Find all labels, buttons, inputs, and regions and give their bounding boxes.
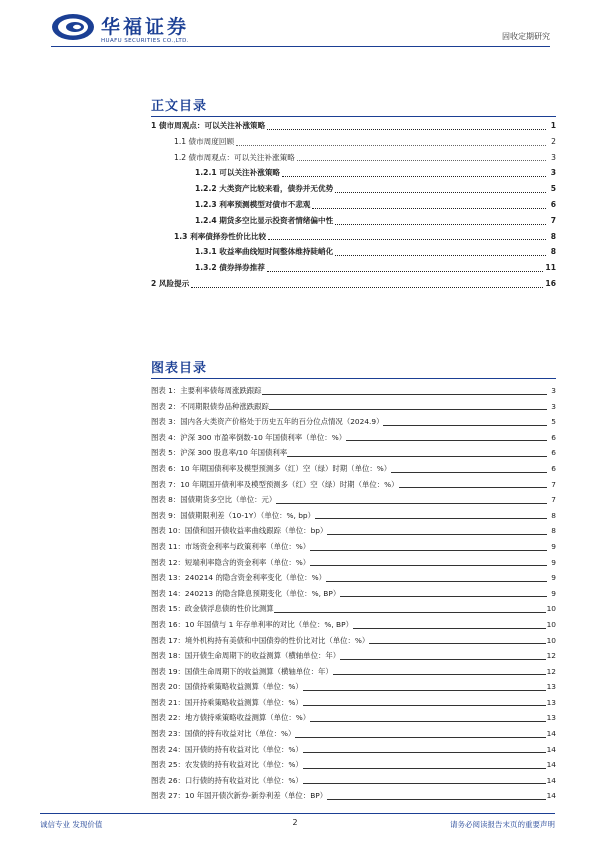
toc-entry-text: 1 债市周观点：可以关注补涨策略 [151,121,266,130]
figure-entry-page: 13 [546,713,556,723]
page-number: 2 [292,818,298,827]
toc-entry-text: 1.2.2 大类资产比较来看，债券并无优势 [195,184,334,194]
figure-leader-line [383,425,547,426]
figure-entry[interactable] [151,399,556,415]
figure-leader-line [327,799,545,800]
figure-entry[interactable] [151,757,556,773]
figure-entry[interactable] [151,508,556,524]
figure-entry-text: 图表 18：国开债生命周期下的收益测算（横轴单位：年） [151,651,341,661]
figure-leader-line [310,550,547,551]
figure-entry-page: 13 [546,697,556,707]
figure-entry[interactable] [151,570,556,586]
toc-entry[interactable] [151,165,556,181]
figure-entry[interactable] [151,555,556,571]
figure-entry-text: 图表 21：国开持乘策略收益测算（单位：%） [151,697,303,707]
toc-leader-dots [236,145,546,146]
figure-entry-page: 14 [546,729,556,739]
figure-leader-line [262,394,547,395]
figure-leader-line [340,596,547,597]
figure-list-title-divider [151,378,556,379]
figure-leader-line [326,581,547,582]
figure-leader-line [295,737,545,738]
figure-entry-text: 图表 6：10 年期国债利率及模型预测多（红）空（绿）时期（单位：%） [151,463,392,473]
figure-entry-page: 7 [551,495,556,505]
figure-entry-page: 10 [546,619,556,629]
toc-list [151,118,556,292]
figure-entry[interactable] [151,430,556,446]
figure-entry-page: 12 [546,651,556,661]
figure-entry[interactable] [151,679,556,695]
figure-entry-page: 14 [546,791,556,801]
figure-leader-line [327,534,547,535]
toc-leader-dots [312,208,546,209]
figure-leader-line [287,456,547,457]
toc-entry-page: 16 [545,278,556,288]
figure-entry-page: 14 [546,775,556,785]
toc-leader-dots [335,255,546,256]
figure-entry[interactable] [151,492,556,508]
figure-entry-page: 6 [551,432,556,442]
toc-entry[interactable] [151,118,556,134]
figure-entry-text: 图表 4：沪深 300 市盈率倒数-10 年国债利率（单位：%） [151,432,347,442]
toc-entry-text: 1.2.3 利率预测模型对债市不悲观 [195,199,311,209]
toc-entry-page: 8 [550,231,556,241]
figure-entry[interactable] [151,742,556,758]
figure-list [151,383,556,804]
figure-entry-text: 图表 2：不同期限债券品种涨跌跟踪 [151,401,269,411]
figure-entry-page: 6 [551,463,556,473]
figure-leader-line [303,752,546,753]
logo-company-name: 华福证券 [101,16,190,38]
toc-entry-page: 3 [550,168,556,178]
toc-entry[interactable] [151,197,556,213]
figure-entry-text: 图表 13：240214 的隐含资金利率变化（单位：%） [151,573,326,583]
figure-entry[interactable] [151,633,556,649]
toc-entry-text: 1.2.1 可以关注补涨策略 [195,168,281,178]
figure-leader-line [353,628,546,629]
figure-entry-text: 图表 19：国债生命周期下的收益测算（横轴单位：年） [151,666,333,676]
figure-entry-page: 12 [546,666,556,676]
toc-leader-dots [282,176,546,177]
figure-entry-page: 5 [551,417,556,427]
figure-entry[interactable] [151,586,556,602]
figure-entry[interactable] [151,648,556,664]
toc-entry-text: 1.3.2 债券择券推荐 [195,263,265,273]
figure-entry-text: 图表 17：境外机构持有美债和中国债券的性价比对比（单位：%） [151,635,370,645]
figure-entry-text: 图表 10：国债和国开债收益率曲线跟踪（单位：bp） [151,526,328,536]
figure-entry[interactable] [151,539,556,555]
figure-entry-text: 图表 3：国内各大类资产价格处于历史五年的百分位点情况（2024.9） [151,417,384,427]
figure-leader-line [346,440,547,441]
toc-entry-text: 2 风险提示 [151,278,190,288]
toc-entry[interactable] [151,244,556,260]
figure-leader-line [369,643,545,644]
toc-entry[interactable] [151,181,556,197]
report-type: 固收定期研究 [502,32,550,41]
figure-entry-page: 10 [546,604,556,614]
figure-entry[interactable] [151,788,556,804]
toc-entry-page: 5 [550,184,556,194]
figure-entry-text: 图表 7：10 年期国开债利率及模型预测多（红）空（绿）时期（单位：%） [151,479,399,489]
footer-disclaimer: 请务必阅读报告末页的重要声明 [450,820,555,829]
figure-entry[interactable] [151,617,556,633]
figure-entry-text: 图表 25：农发债的持有收益对比（单位：%） [151,760,303,770]
figure-entry-page: 14 [546,744,556,754]
figure-entry-page: 9 [551,557,556,567]
figure-entry-text: 图表 27：10 年国开债次新券-新券利差（单位：BP） [151,791,328,801]
figure-entry[interactable] [151,461,556,477]
figure-entry-text: 图表 16：10 年国债与 1 年存单利率的对比（单位：%, BP） [151,619,353,629]
figure-entry-text: 图表 20：国债持乘策略收益测算（单位：%） [151,682,303,692]
figure-leader-line [399,487,547,488]
figure-entry[interactable] [151,664,556,680]
figure-entry-text: 图表 23：国债的持有收益对比（单位：%） [151,729,296,739]
footer-divider [40,813,555,814]
figure-entry-page: 9 [551,573,556,583]
toc-entry-text: 1.3.1 收益率曲线短时间整体维持陡峭化 [195,247,334,257]
toc-entry-text: 1.3 利率债择券性价比比较 [174,231,267,241]
figure-entry[interactable] [151,523,556,539]
toc-leader-dots [335,224,546,225]
figure-leader-line [340,659,545,660]
figure-entry-page: 3 [551,401,556,411]
figure-entry-page: 14 [546,760,556,770]
toc-entry[interactable] [151,150,556,166]
toc-leader-dots [267,271,544,272]
figure-entry-text: 图表 15：政金债浮息债的性价比测算 [151,604,274,614]
figure-leader-line [333,674,546,675]
toc-entry[interactable] [151,260,556,276]
logo-company-name-en: HUAFU SECURITIES CO.,LTD. [101,38,189,44]
toc-leader-dots [297,160,546,161]
figure-entry-text: 图表 9：国债期限利差（10-1Y）（单位：%, bp） [151,510,315,520]
header-divider [51,46,550,47]
huafu-logo-icon [51,12,95,42]
figure-entry-text: 图表 22：地方债持乘策略收益测算（单位：%） [151,713,311,723]
figure-leader-line [276,503,547,504]
figure-entry[interactable] [151,773,556,789]
figure-leader-line [303,690,546,691]
figure-leader-line [315,518,547,519]
toc-title: 正文目录 [151,99,208,114]
toc-leader-dots [335,192,546,193]
toc-leader-dots [268,239,546,240]
figure-entry[interactable] [151,710,556,726]
figure-entry-page: 9 [551,588,556,598]
figure-entry[interactable] [151,477,556,493]
figure-list-title: 图表目录 [151,361,208,376]
toc-entry[interactable] [151,276,556,292]
figure-entry-text: 图表 14：240213 的隐含降息预期变化（单位：%, BP） [151,588,341,598]
figure-entry-text: 图表 26：口行债的持有收益对比（单位：%） [151,775,303,785]
figure-entry[interactable] [151,695,556,711]
figure-entry-page: 10 [546,635,556,645]
figure-leader-line [310,565,547,566]
toc-entry-page: 2 [551,136,556,146]
figure-leader-line [303,705,546,706]
toc-entry-page: 3 [551,152,556,162]
figure-leader-line [310,721,545,722]
figure-entry-page: 8 [551,526,556,536]
figure-entry-page: 6 [551,448,556,458]
figure-leader-line [274,612,546,613]
figure-entry[interactable] [151,445,556,461]
figure-entry-text: 图表 11：市场资金利率与政策利率（单位：%） [151,541,311,551]
figure-leader-line [303,768,546,769]
figure-entry-text: 图表 5：沪深 300 股息率/10 年国债利率 [151,448,288,458]
figure-entry-page: 8 [551,510,556,520]
toc-entry[interactable] [151,213,556,229]
figure-entry-page: 7 [551,479,556,489]
figure-leader-line [303,783,546,784]
figure-entry[interactable] [151,383,556,399]
toc-entry[interactable] [151,134,556,150]
toc-entry-page: 11 [545,263,556,273]
figure-entry-page: 3 [551,386,556,395]
toc-entry[interactable] [151,229,556,245]
figure-leader-line [391,472,547,473]
toc-title-divider [151,116,556,117]
toc-entry-page: 8 [550,247,556,257]
figure-entry-text: 图表 8：国债期货多空比（单位：元） [151,495,277,505]
figure-entry-page: 9 [551,541,556,551]
figure-leader-line [269,409,547,410]
toc-leader-dots [191,287,543,288]
toc-entry-page: 7 [550,215,556,225]
toc-entry-page: 6 [550,199,556,209]
toc-entry-page: 1 [550,121,556,130]
figure-entry[interactable] [151,601,556,617]
figure-entry-text: 图表 1：主要利率债每周涨跌跟踪 [151,386,262,395]
toc-leader-dots [267,129,546,130]
footer-slogan: 诚信专业 发现价值 [40,820,103,829]
figure-entry[interactable] [151,414,556,430]
figure-entry-text: 图表 12：短端利率隐含的资金利率（单位：%） [151,557,311,567]
figure-entry-page: 13 [546,682,556,692]
figure-entry-text: 图表 24：国开债的持有收益对比（单位：%） [151,744,303,754]
toc-entry-text: 1.2.4 期货多空比显示投资者情绪偏中性 [195,215,334,225]
toc-entry-text: 1.1 债市周度回顾 [174,136,235,146]
figure-entry[interactable] [151,726,556,742]
toc-entry-text: 1.2 债市周观点：可以关注补涨策略 [174,152,295,162]
